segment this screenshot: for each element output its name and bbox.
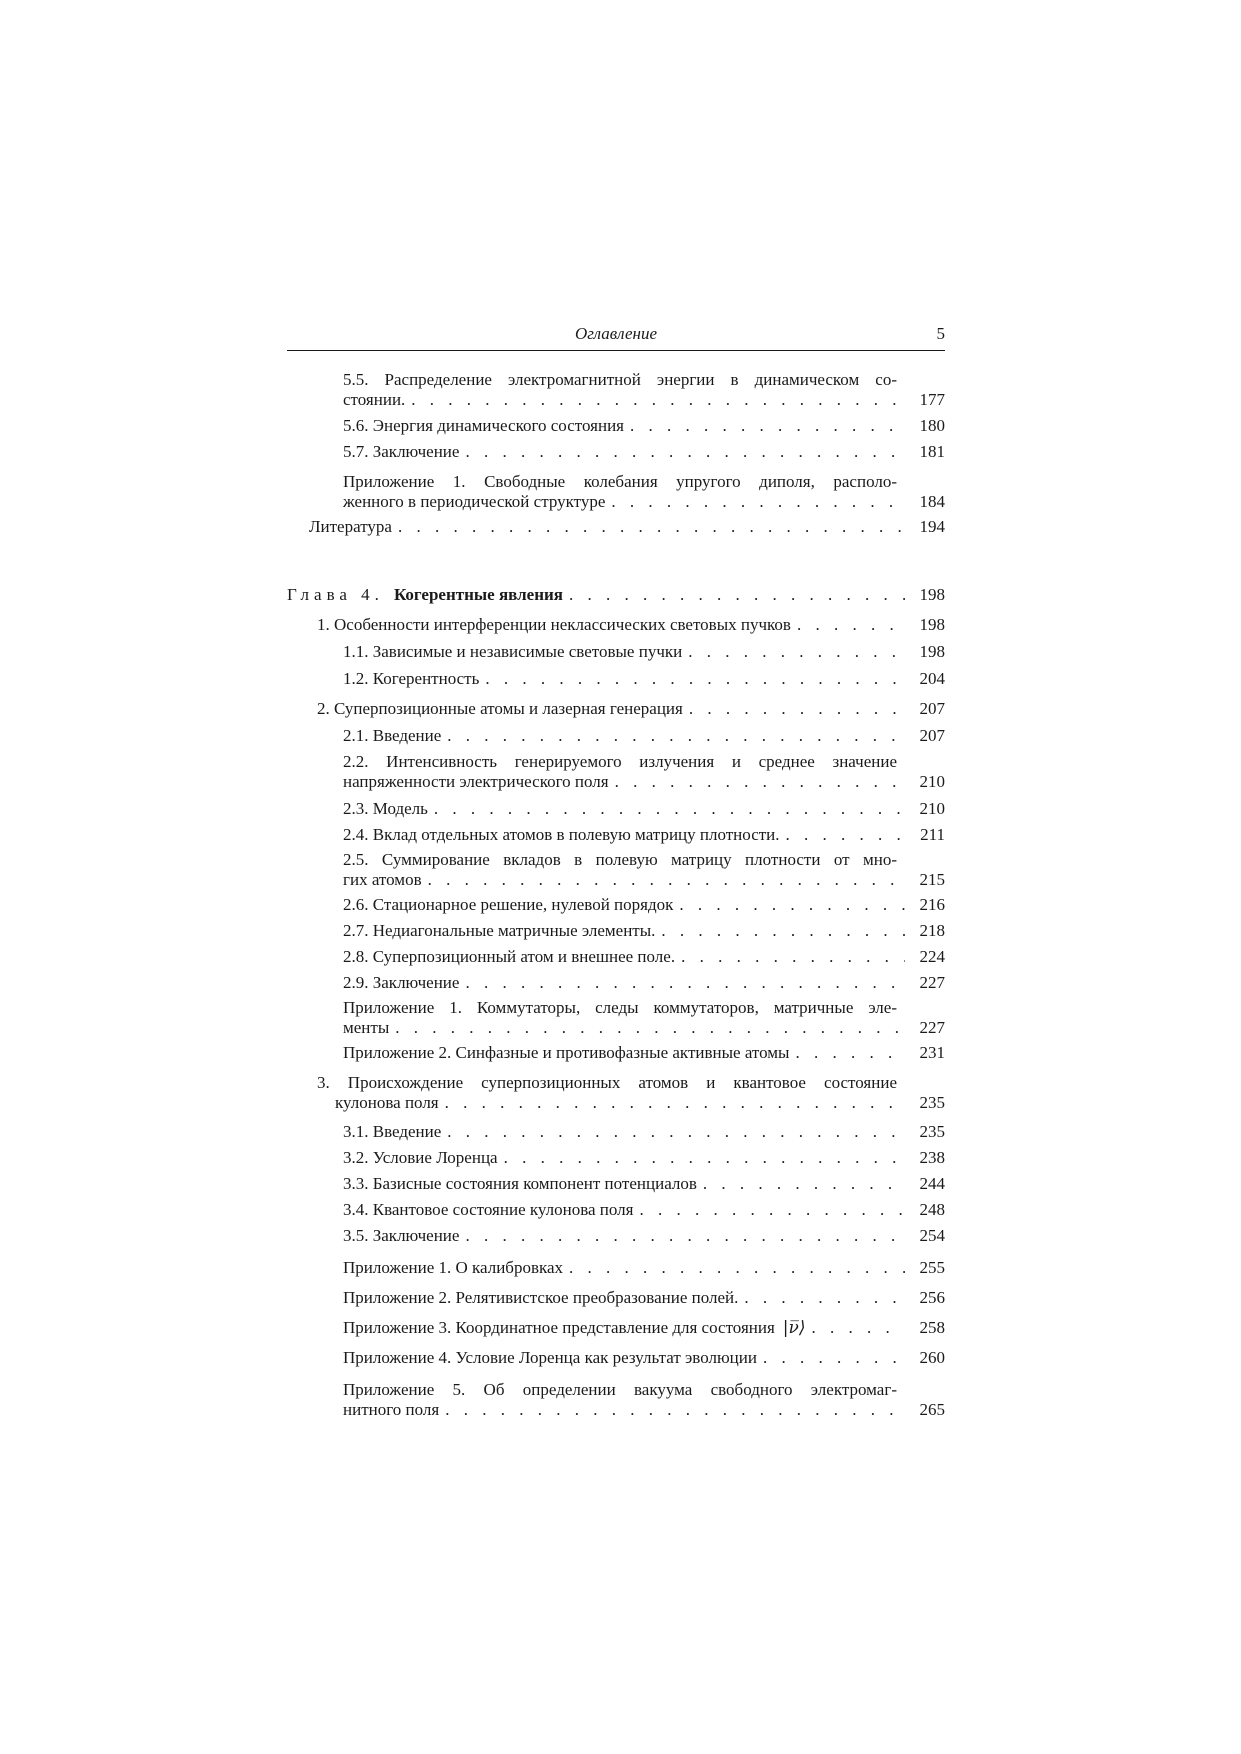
leader-dots: [447, 1122, 905, 1142]
toc-entry-literature[interactable]: [309, 517, 945, 543]
toc-page-number: 207: [919, 699, 945, 718]
toc-entry-label: Приложение 1. О калибровках: [343, 1258, 564, 1277]
toc-section-1[interactable]: [317, 615, 945, 641]
toc-entry-2-2[interactable]: [343, 752, 945, 798]
running-title: Оглавление: [574, 324, 658, 343]
toc-page-number: 210: [919, 799, 945, 818]
toc-entry-label: 2.1. Введение: [343, 726, 442, 745]
toc-entry-2-4[interactable]: [343, 825, 945, 851]
toc-entry-appendix-1-s3[interactable]: [343, 1258, 945, 1284]
toc-page-number: 231: [919, 1043, 945, 1062]
toc-entry-2-6[interactable]: [343, 895, 945, 921]
leader-dots: [485, 669, 905, 689]
leader-dots: [703, 1174, 905, 1194]
leader-dots: [661, 921, 905, 941]
toc-entry-appendix-4-s3[interactable]: [343, 1348, 945, 1374]
toc-page-number: 224: [919, 947, 945, 966]
toc-entry-appendix-2-s2[interactable]: [343, 1043, 945, 1069]
toc-entry-3-1[interactable]: [343, 1122, 945, 1148]
toc-entry-3-5[interactable]: [343, 1226, 945, 1252]
toc-entry-label: 2.2. Интенсивность генерируемого излучения и среднее значение: [343, 752, 897, 771]
toc-page-number: 254: [919, 1226, 945, 1245]
toc-entry-2-9[interactable]: [343, 973, 945, 999]
toc-page-number: 198: [919, 585, 945, 604]
toc-entry-label-cont: гих атомов: [343, 870, 422, 889]
leader-dots: [465, 1226, 905, 1246]
page-number: 5: [936, 324, 945, 343]
leader-dots: [411, 390, 905, 410]
toc-page-number: 238: [919, 1148, 945, 1167]
chapter-label: Глава 4.: [287, 585, 384, 604]
toc-page-number: 235: [919, 1122, 945, 1141]
toc-entry-5-7[interactable]: [343, 442, 945, 468]
toc-entry-2-5[interactable]: [343, 850, 945, 896]
leader-dots: [763, 1348, 905, 1368]
toc-page-number: 177: [919, 390, 945, 409]
toc-page-number: 235: [919, 1093, 945, 1112]
toc-page-number: 227: [919, 973, 945, 992]
leader-dots: [395, 1018, 905, 1038]
toc-entry-5-6[interactable]: [343, 416, 945, 442]
toc-entry-label: 2.4. Вклад отдельных атомов в полевую матрицу плотности.: [343, 825, 780, 844]
toc-entry-label: Литература: [309, 517, 392, 536]
toc-entry-5-5[interactable]: [343, 370, 945, 416]
toc-page-number: 198: [919, 615, 945, 634]
leader-dots: [812, 1318, 906, 1338]
toc-entry-appendix-5-s3[interactable]: [343, 1380, 945, 1426]
toc-entry-label-cont: женного в периодической структуре: [343, 492, 606, 511]
toc-entry-label: 1.1. Зависимые и независимые световые пучки: [343, 642, 683, 661]
toc-entry-label: 3.4. Квантовое состояние кулонова поля: [343, 1200, 634, 1219]
toc-entry-label: 2.8. Суперпозиционный атом и внешнее поле.: [343, 947, 676, 966]
toc-entry-label: 2.7. Недиагональные матричные элементы.: [343, 921, 656, 940]
leader-dots: [615, 772, 905, 792]
leader-dots: [447, 726, 905, 746]
toc-entry-1-2[interactable]: [343, 669, 945, 695]
toc-page-number: 215: [919, 870, 945, 889]
toc-entry-label-cont: стоянии.: [343, 390, 406, 409]
toc-page-number: 207: [919, 726, 945, 745]
toc-entry-appendix-2-s3[interactable]: [343, 1288, 945, 1314]
toc-page-number: 216: [919, 895, 945, 914]
toc-entry-label: Приложение 2. Релятивистское преобразование полей.: [343, 1288, 739, 1307]
leader-dots: [744, 1288, 905, 1308]
toc-entry-label: 2. Суперпозиционные атомы и лазерная генерация: [317, 699, 683, 718]
leader-dots: [569, 585, 905, 605]
toc-page-number: 258: [919, 1318, 945, 1337]
leader-dots: [688, 642, 905, 662]
toc-page-number: 198: [919, 642, 945, 661]
leader-dots: [445, 1093, 905, 1113]
toc-entry-label: Приложение 1. Свободные колебания упругого диполя, располо-: [343, 472, 897, 491]
toc-entry-3-3[interactable]: [343, 1174, 945, 1200]
toc-page-number: 265: [919, 1400, 945, 1419]
toc-entry-label: 2.5. Суммирование вкладов в полевую матрицу плотности от мно-: [343, 850, 897, 869]
toc-entry-label: 2.3. Модель: [343, 799, 428, 818]
toc-page-number: 248: [919, 1200, 945, 1219]
running-header: [287, 324, 945, 351]
leader-dots: [611, 492, 905, 512]
chapter-title: Когерентные явления: [393, 585, 563, 604]
toc-page-number: 204: [919, 669, 945, 688]
toc-section-3[interactable]: [317, 1073, 945, 1119]
leader-dots: [640, 1200, 906, 1220]
toc-chapter-4[interactable]: [287, 585, 945, 611]
toc-entry-math: |ν̅⟩: [782, 1318, 806, 1338]
leader-dots: [797, 615, 905, 635]
toc-page-number: 194: [919, 517, 945, 536]
toc-page-number: 180: [919, 416, 945, 435]
toc-entry-label: 3. Происхождение суперпозиционных атомов и квантовое состояние: [317, 1073, 897, 1092]
toc-entry-label: 3.3. Базисные состояния компонент потенциалов: [343, 1174, 697, 1193]
leader-dots: [786, 825, 905, 845]
leader-dots: [445, 1400, 905, 1420]
toc-entry-label: 5.5. Распределение электромагнитной энергии в динамическом со-: [343, 370, 897, 389]
toc-page-number: 244: [919, 1174, 945, 1193]
toc-entry-label: Приложение 3. Координатное представление для состояния: [343, 1318, 775, 1337]
toc-entry-label-cont: кулонова поля: [335, 1093, 439, 1112]
toc-page-number: 181: [919, 442, 945, 461]
toc-entry-label: 3.5. Заключение: [343, 1226, 460, 1245]
leader-dots: [681, 947, 905, 967]
toc-entry-label-cont: менты: [343, 1018, 390, 1037]
toc-entry-2-7[interactable]: [343, 921, 945, 947]
leader-dots: [434, 799, 905, 819]
toc-page-number: 184: [919, 492, 945, 511]
toc-section-2[interactable]: [317, 699, 945, 725]
toc-entry-label: 1. Особенности интерференции неклассических световых пучков: [317, 615, 791, 634]
toc-entry-3-4[interactable]: [343, 1200, 945, 1226]
toc-page-number: 260: [919, 1348, 945, 1367]
leader-dots: [465, 442, 905, 462]
leader-dots: [569, 1258, 905, 1278]
toc-page-number: 255: [919, 1258, 945, 1277]
toc-entry-appendix-3-s3[interactable]: [343, 1318, 945, 1344]
toc-page-number: 256: [919, 1288, 945, 1307]
leader-dots: [428, 870, 905, 890]
toc-page-number: 227: [919, 1018, 945, 1037]
leader-dots: [465, 973, 905, 993]
leader-dots: [679, 895, 905, 915]
leader-dots: [398, 517, 905, 537]
toc-entry-label: 2.9. Заключение: [343, 973, 460, 992]
toc-entry-label: 3.2. Условие Лоренца: [343, 1148, 498, 1167]
toc-entry-label-cont: нитного поля: [343, 1400, 440, 1419]
toc-entry-label: Приложение 2. Синфазные и противофазные активные атомы: [343, 1043, 790, 1062]
toc-entry-label-cont: напряженности электрического поля: [343, 772, 609, 791]
toc-entry-appendix-1-ch3[interactable]: [343, 472, 945, 518]
toc-entry-label: 5.6. Энергия динамического состояния: [343, 416, 624, 435]
toc-entry-label: 3.1. Введение: [343, 1122, 442, 1141]
toc-entry-3-2[interactable]: [343, 1148, 945, 1174]
toc-entry-2-1[interactable]: [343, 726, 945, 752]
toc-entry-2-3[interactable]: [343, 799, 945, 825]
toc-entry-1-1[interactable]: [343, 642, 945, 668]
toc-entry-label: Приложение 1. Коммутаторы, следы коммутаторов, матричные эле-: [343, 998, 897, 1017]
toc-page-number: 210: [919, 772, 945, 791]
toc-entry-label: 5.7. Заключение: [343, 442, 460, 461]
toc-entry-label: Приложение 4. Условие Лоренца как результат эволюции: [343, 1348, 757, 1367]
leader-dots: [795, 1043, 905, 1063]
leader-dots: [630, 416, 905, 436]
toc-entry-appendix-1-s2[interactable]: [343, 998, 945, 1044]
leader-dots: [504, 1148, 905, 1168]
toc-page-number: 211: [920, 825, 945, 844]
toc-entry-label: 2.6. Стационарное решение, нулевой порядок: [343, 895, 674, 914]
leader-dots: [689, 699, 905, 719]
toc-entry-label: Приложение 5. Об определении вакуума свободного электромаг-: [343, 1380, 897, 1399]
toc-entry-label: 1.2. Когерентность: [343, 669, 480, 688]
toc-page-number: 218: [919, 921, 945, 940]
toc-entry-2-8[interactable]: [343, 947, 945, 973]
